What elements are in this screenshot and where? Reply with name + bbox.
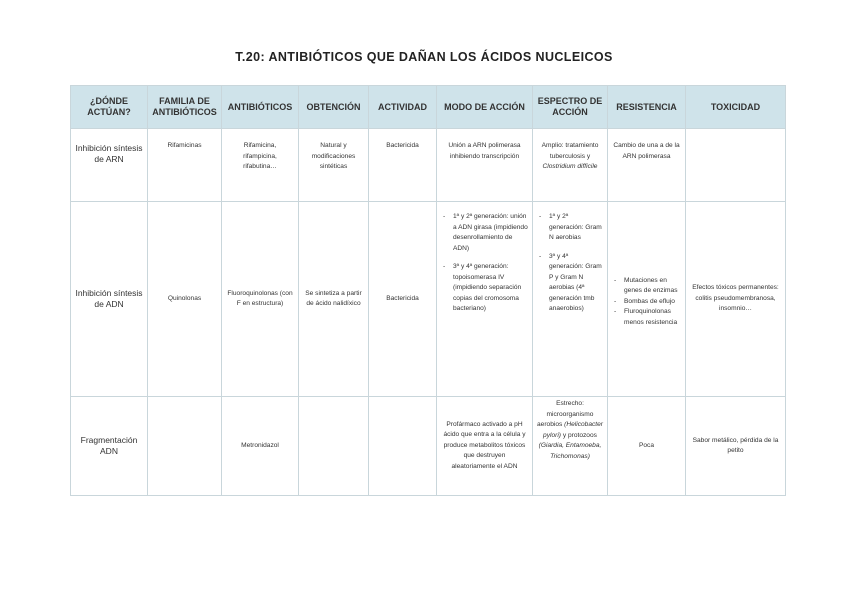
cell-mode: Unión a ARN polimerasa inhibiendo transcripción — [437, 129, 533, 202]
header-modo-accion: MODO DE ACCIÓN — [437, 86, 533, 129]
cell-spectrum — [533, 397, 608, 496]
cell-resistance: Poca — [608, 397, 686, 496]
mode-list — [441, 212, 529, 315]
page-title: T.20: ANTIBIÓTICOS QUE DAÑAN LOS ÁCIDOS NUCLEICOS — [235, 50, 613, 64]
cell-activity: Bactericida — [369, 202, 437, 397]
list-item: - 3ª y 4ª generación: Gram P y Gram N aerobias (4ª generación tmb anaerobios) — [549, 252, 604, 315]
spectrum-text: y protozoos — [562, 431, 597, 439]
list-item: - 1ª y 2ª generación: unión a ADN girasa (impidiendo desenrollamiento de ADN) — [453, 212, 529, 254]
spectrum-italic: Clostridium difficile — [542, 163, 598, 170]
antibiotics-table — [70, 85, 786, 496]
spectrum-italic: (Giardia, Entamoeba, Trichomonas) — [538, 442, 602, 460]
cell-mode — [437, 202, 533, 397]
cell-antibiotics: Metronidazol — [222, 397, 299, 496]
list-item: - Mutaciones en genes de enzimas — [624, 276, 682, 297]
cell-obtention — [299, 397, 369, 496]
list-item: - 3ª y 4ª generación: topoisomerasa IV (impidiendo separación copias del cromosoma bacteriano) — [453, 262, 529, 315]
header-resistencia: RESISTENCIA — [608, 86, 686, 129]
header-toxicidad: TOXICIDAD — [686, 86, 786, 129]
list-item: - Fluroquinolonas menos resistencia — [624, 307, 682, 328]
header-obtencion: OBTENCIÓN — [299, 86, 369, 129]
cell-antibiotics: Fluoroquinolonas (con F en estructura) — [222, 202, 299, 397]
cell-family: Quinolonas — [148, 202, 222, 397]
row-site: Inhibición síntesis de ARN — [71, 129, 148, 202]
spectrum-text: Estrecho: microorganismo aerobios — [537, 400, 594, 428]
spectrum-text: Amplio: tratamiento tuberculosis y — [541, 142, 599, 160]
header-donde-actuan: ¿DÓNDE ACTÚAN? — [71, 86, 148, 129]
cell-family — [148, 397, 222, 496]
cell-spectrum — [533, 202, 608, 397]
cell-spectrum — [533, 129, 608, 202]
table-row — [71, 202, 786, 397]
cell-obtention: Natural y modificaciones sintéticas — [299, 129, 369, 202]
header-espectro: ESPECTRO DE ACCIÓN — [533, 86, 608, 129]
list-item: - Bombas de eflujo — [624, 297, 682, 308]
cell-antibiotics: Rifamicina, rifampicina, rifabutina… — [222, 129, 299, 202]
table-row — [71, 397, 786, 496]
cell-toxicity: Efectos tóxicos permanentes: colitis pseudomembranosa, insomnio… — [686, 202, 786, 397]
cell-obtention: Se sintetiza a partir de ácido nalidíxico — [299, 202, 369, 397]
row-site: Fragmentación ADN — [71, 397, 148, 496]
cell-activity — [369, 397, 437, 496]
header-row — [71, 86, 786, 129]
table-row — [71, 129, 786, 202]
header-familia: FAMILIA DE ANTIBIÓTICOS — [148, 86, 222, 129]
header-actividad: ACTIVIDAD — [369, 86, 437, 129]
list-item: - 1ª y 2ª generación: Gram N aerobias — [549, 212, 604, 244]
cell-toxicity — [686, 129, 786, 202]
row-site: Inhibición síntesis de ADN — [71, 202, 148, 397]
cell-resistance — [608, 202, 686, 397]
cell-family: Rifamicinas — [148, 129, 222, 202]
cell-resistance: Cambio de una a de la ARN polimerasa — [608, 129, 686, 202]
cell-toxicity: Sabor metálico, pérdida de la petito — [686, 397, 786, 496]
spectrum-italic: (Helicobacter pylori) — [543, 421, 603, 439]
spectrum-list — [537, 212, 604, 315]
resistance-list — [612, 276, 682, 329]
header-antibioticos: ANTIBIÓTICOS — [222, 86, 299, 129]
cell-mode: Profármaco activado a pH ácido que entra a la célula y produce metabolitos tóxicos que destruyen aleatoriamente el ADN — [437, 397, 533, 496]
cell-activity: Bactericida — [369, 129, 437, 202]
